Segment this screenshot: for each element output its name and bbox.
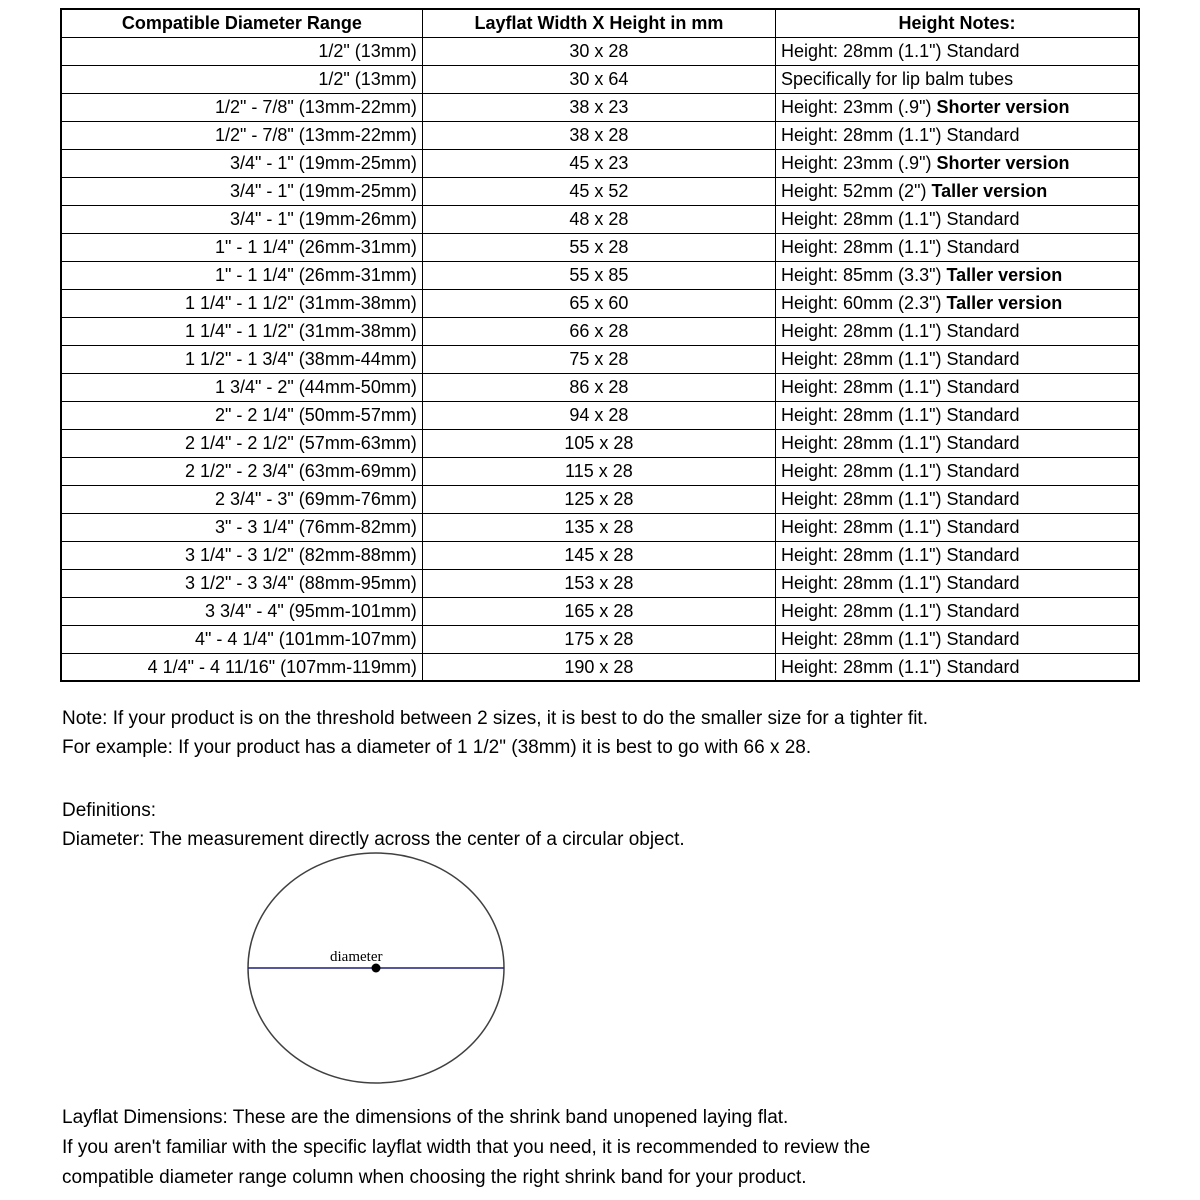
table-row — [61, 429, 1139, 457]
table-row — [61, 177, 1139, 205]
height-note-cell: Height: 28mm (1.1") Standard — [776, 625, 1139, 653]
height-note-cell: Height: 28mm (1.1") Standard — [776, 401, 1139, 429]
layflat-advice-line1: If you aren't familiar with the specific layflat width that you need, it is recommended to review the — [62, 1137, 871, 1158]
diameter-range-cell: 1 3/4" - 2" (44mm-50mm) — [61, 373, 422, 401]
layflat-size-cell: 75 x 28 — [422, 345, 775, 373]
height-note-cell: Height: 28mm (1.1") Standard — [776, 485, 1139, 513]
layflat-size-cell: 105 x 28 — [422, 429, 775, 457]
layflat-size-cell: 153 x 28 — [422, 569, 775, 597]
diameter-range-cell: 1 1/4" - 1 1/2" (31mm-38mm) — [61, 289, 422, 317]
layflat-notes — [62, 1103, 870, 1193]
layflat-size-cell: 45 x 52 — [422, 177, 775, 205]
table-row — [61, 121, 1139, 149]
table-row — [61, 597, 1139, 625]
layflat-size-cell: 145 x 28 — [422, 541, 775, 569]
height-note-cell: Height: 28mm (1.1") Standard — [776, 541, 1139, 569]
height-note-cell: Height: 28mm (1.1") Standard — [776, 373, 1139, 401]
height-note-cell: Height: 28mm (1.1") Standard — [776, 233, 1139, 261]
table-header — [61, 9, 1139, 37]
diameter-range-cell: 2" - 2 1/4" (50mm-57mm) — [61, 401, 422, 429]
height-note-emphasis: Taller version — [946, 293, 1063, 313]
diameter-range-cell: 1" - 1 1/4" (26mm-31mm) — [61, 261, 422, 289]
size-chart-table — [60, 8, 1140, 682]
diameter-range-cell: 1/2" - 7/8" (13mm-22mm) — [61, 121, 422, 149]
diameter-diagram-svg — [238, 845, 518, 1095]
height-note-cell: Height: 28mm (1.1") Standard — [776, 345, 1139, 373]
table-row — [61, 149, 1139, 177]
height-note-cell: Height: 28mm (1.1") Standard — [776, 317, 1139, 345]
height-note-emphasis: Shorter version — [936, 97, 1070, 117]
table-row — [61, 485, 1139, 513]
height-note-cell: Height: 28mm (1.1") Standard — [776, 569, 1139, 597]
header-row — [61, 9, 1139, 37]
diameter-range-cell: 1/2" (13mm) — [61, 65, 422, 93]
height-note-cell: Height: 23mm (.9") Shorter version — [776, 93, 1139, 121]
layflat-advice-line2: compatible diameter range column when choosing the right shrink band for your product. — [62, 1167, 807, 1188]
layflat-size-cell: 65 x 60 — [422, 289, 775, 317]
diameter-range-cell: 3 1/4" - 3 1/2" (82mm-88mm) — [61, 541, 422, 569]
layflat-definition: Layflat Dimensions: These are the dimensions of the shrink band unopened laying flat. — [62, 1107, 789, 1128]
diameter-diagram — [238, 845, 518, 1100]
layflat-size-cell: 135 x 28 — [422, 513, 775, 541]
layflat-size-cell: 190 x 28 — [422, 653, 775, 681]
diameter-range-cell: 3" - 3 1/4" (76mm-82mm) — [61, 513, 422, 541]
layflat-size-cell: 94 x 28 — [422, 401, 775, 429]
diameter-range-cell: 2 3/4" - 3" (69mm-76mm) — [61, 485, 422, 513]
diameter-range-cell: 3 1/2" - 3 3/4" (88mm-95mm) — [61, 569, 422, 597]
table-row — [61, 541, 1139, 569]
height-note-cell: Height: 23mm (.9") Shorter version — [776, 149, 1139, 177]
table-row — [61, 569, 1139, 597]
layflat-size-cell: 66 x 28 — [422, 317, 775, 345]
layflat-size-cell: 125 x 28 — [422, 485, 775, 513]
header-layflat-size: Layflat Width X Height in mm — [422, 9, 775, 37]
layflat-size-cell: 175 x 28 — [422, 625, 775, 653]
header-height-notes: Height Notes: — [776, 9, 1139, 37]
usage-notes — [62, 704, 928, 762]
diameter-range-cell: 3/4" - 1" (19mm-25mm) — [61, 177, 422, 205]
height-note-cell: Height: 28mm (1.1") Standard — [776, 597, 1139, 625]
height-note-cell: Height: 52mm (2") Taller version — [776, 177, 1139, 205]
table-body — [61, 37, 1139, 681]
height-note-cell: Height: 28mm (1.1") Standard — [776, 653, 1139, 681]
height-note-cell: Height: 28mm (1.1") Standard — [776, 121, 1139, 149]
diameter-range-cell: 3 3/4" - 4" (95mm-101mm) — [61, 597, 422, 625]
height-note-emphasis: Taller version — [946, 265, 1063, 285]
diameter-range-cell: 4 1/4" - 4 11/16" (107mm-119mm) — [61, 653, 422, 681]
layflat-size-cell: 30 x 28 — [422, 37, 775, 65]
height-note-emphasis: Taller version — [931, 181, 1048, 201]
diameter-range-cell: 2 1/2" - 2 3/4" (63mm-69mm) — [61, 457, 422, 485]
table-row — [61, 317, 1139, 345]
diameter-label: diameter — [330, 949, 383, 965]
layflat-size-cell: 30 x 64 — [422, 65, 775, 93]
layflat-size-cell: 38 x 28 — [422, 121, 775, 149]
layflat-size-cell: 45 x 23 — [422, 149, 775, 177]
layflat-size-cell: 38 x 23 — [422, 93, 775, 121]
diameter-range-cell: 1 1/4" - 1 1/2" (31mm-38mm) — [61, 317, 422, 345]
table-row — [61, 65, 1139, 93]
diameter-range-cell: 3/4" - 1" (19mm-26mm) — [61, 205, 422, 233]
note-example: For example: If your product has a diameter of 1 1/2" (38mm) it is best to go with 66 x 28. — [62, 737, 812, 758]
table-row — [61, 345, 1139, 373]
diameter-range-cell: 1/2" - 7/8" (13mm-22mm) — [61, 93, 422, 121]
height-note-cell: Height: 28mm (1.1") Standard — [776, 205, 1139, 233]
table-row — [61, 261, 1139, 289]
layflat-size-cell: 55 x 28 — [422, 233, 775, 261]
table-row — [61, 457, 1139, 485]
diameter-range-cell: 3/4" - 1" (19mm-25mm) — [61, 149, 422, 177]
layflat-size-cell: 48 x 28 — [422, 205, 775, 233]
height-note-emphasis: Shorter version — [936, 153, 1070, 173]
table-row — [61, 653, 1139, 681]
height-note-cell: Specifically for lip balm tubes — [776, 65, 1139, 93]
table-row — [61, 205, 1139, 233]
table-row — [61, 401, 1139, 429]
table-row — [61, 233, 1139, 261]
layflat-size-cell: 86 x 28 — [422, 373, 775, 401]
height-note-cell: Height: 28mm (1.1") Standard — [776, 513, 1139, 541]
table-row — [61, 625, 1139, 653]
table-row — [61, 373, 1139, 401]
height-note-cell: Height: 85mm (3.3") Taller version — [776, 261, 1139, 289]
diameter-range-cell: 1" - 1 1/4" (26mm-31mm) — [61, 233, 422, 261]
diameter-range-cell: 2 1/4" - 2 1/2" (57mm-63mm) — [61, 429, 422, 457]
height-note-cell: Height: 60mm (2.3") Taller version — [776, 289, 1139, 317]
height-note-cell: Height: 28mm (1.1") Standard — [776, 37, 1139, 65]
layflat-size-cell: 115 x 28 — [422, 457, 775, 485]
diameter-range-cell: 1/2" (13mm) — [61, 37, 422, 65]
definition-diameter: Diameter: The measurement directly across the center of a circular object. — [62, 829, 685, 850]
table-row — [61, 289, 1139, 317]
height-note-cell: Height: 28mm (1.1") Standard — [776, 429, 1139, 457]
note-threshold: Note: If your product is on the threshold between 2 sizes, it is best to do the smaller size for a tighter fit. — [62, 708, 928, 729]
layflat-size-cell: 165 x 28 — [422, 597, 775, 625]
layflat-size-cell: 55 x 85 — [422, 261, 775, 289]
height-note-cell: Height: 28mm (1.1") Standard — [776, 457, 1139, 485]
table-row — [61, 513, 1139, 541]
table-row — [61, 37, 1139, 65]
diameter-range-cell: 4" - 4 1/4" (101mm-107mm) — [61, 625, 422, 653]
header-diameter-range: Compatible Diameter Range — [61, 9, 422, 37]
definitions-heading: Definitions: — [62, 800, 156, 821]
diameter-range-cell: 1 1/2" - 1 3/4" (38mm-44mm) — [61, 345, 422, 373]
table-row — [61, 93, 1139, 121]
